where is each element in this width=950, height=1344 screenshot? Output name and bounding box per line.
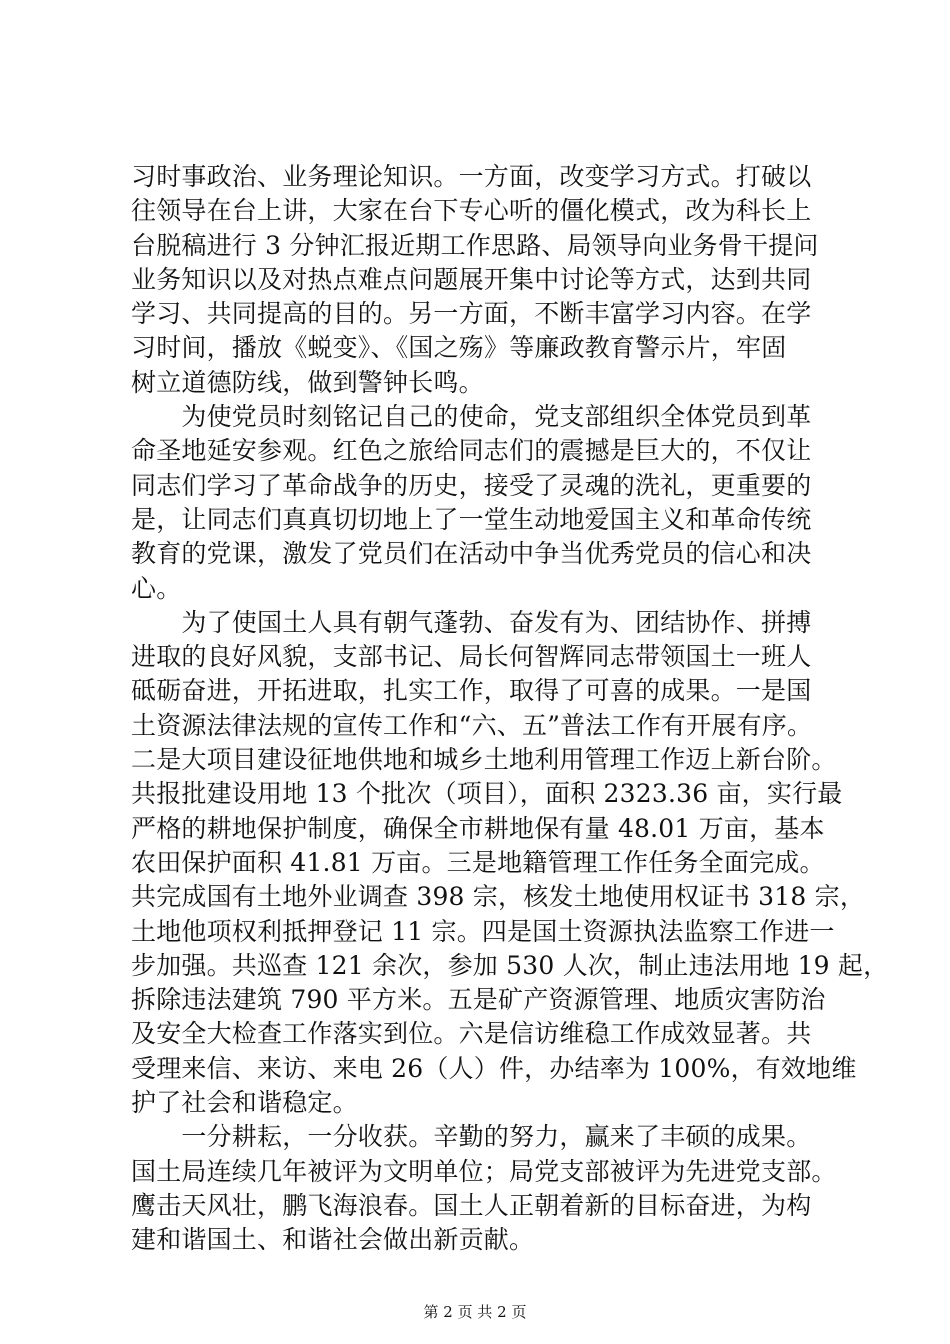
document-body	[131, 160, 889, 1258]
text-line: 及安全大检查工作落实到位。六是信访维稳工作成效显著。共	[131, 1019, 812, 1049]
page-footer	[0, 1302, 950, 1322]
text-line: 心。	[131, 573, 182, 603]
text-line: 学习、共同提高的目的。另一方面，不断丰富学习内容。在学	[131, 299, 812, 329]
text-line: 共完成国有土地外业调查 398 宗，核发土地使用权证书 318 宗，	[131, 882, 866, 912]
text-line: 一分耕耘，一分收获。辛勤的努力，赢来了丰硕的成果。	[131, 1122, 812, 1152]
text-line: 国土局连续几年被评为文明单位；局党支部被评为先进党支部。	[131, 1156, 837, 1186]
text-line: 习时间，播放《蜕变》、《国之殇》等廉政教育警示片，牢固	[131, 333, 787, 363]
text-line: 教育的党课，激发了党员们在活动中争当优秀党员的信心和决	[131, 539, 812, 569]
text-line: 业务知识以及对热点难点问题展开集中讨论等方式，达到共同	[131, 264, 812, 294]
text-line: 土地他项权利抵押登记 11 宗。四是国土资源执法监察工作进一	[131, 916, 835, 946]
text-line: 命圣地延安参观。红色之旅给同志们的震撼是巨大的，不仅让	[131, 436, 812, 466]
text-line: 二是大项目建设征地供地和城乡土地利用管理工作迈上新台阶。	[131, 745, 837, 775]
text-line: 为了使国土人具有朝气蓬勃、奋发有为、团结协作、拼搏	[131, 607, 812, 637]
text-line: 为使党员时刻铭记自己的使命，党支部组织全体党员到革	[131, 402, 812, 432]
text-line: 树立道德防线，做到警钟长鸣。	[131, 367, 484, 397]
text-line: 进取的良好风貌，支部书记、局长何智辉同志带领国土一班人	[131, 642, 812, 672]
text-line: 建和谐国土、和谐社会做出新贡献。	[131, 1225, 535, 1255]
text-line: 砥砺奋进，开拓进取，扎实工作，取得了可喜的成果。一是国	[131, 676, 812, 706]
text-line: 同志们学习了革命战争的历史，接受了灵魂的洗礼，更重要的	[131, 470, 812, 500]
text-line: 习时事政治、业务理论知识。一方面，改变学习方式。打破以	[131, 162, 812, 191]
text-line: 拆除违法建筑 790 平方米。五是矿产资源管理、地质灾害防治	[131, 985, 826, 1015]
text-line: 共报批建设用地 13 个批次（项目），面积 2323.36 亩，实行最	[131, 779, 843, 809]
text-line: 鹰击天风壮，鹏飞海浪春。国土人正朝着新的目标奋进，为构	[131, 1190, 812, 1220]
text-line: 往领导在台上讲，大家在台下专心听的僵化模式，改为科长上	[131, 196, 812, 226]
text-line: 受理来信、来访、来电 26（人）件，办结率为 100%，有效地维	[131, 1053, 857, 1083]
text-line: 是，让同志们真真切切地上了一堂生动地爱国主义和革命传统	[131, 504, 812, 534]
text-line: 严格的耕地保护制度，确保全市耕地保有量 48.01 万亩，基本	[131, 813, 825, 843]
page-number: 第 2 页 共 2 页	[423, 1303, 527, 1321]
text-line: 土资源法律法规的宣传工作和“六、五”普法工作有开展有序。	[131, 710, 813, 740]
text-line: 台脱稿进行 3 分钟汇报近期工作思路、局领导向业务骨干提问	[131, 230, 819, 260]
text-line: 步加强。共巡查 121 余次，参加 530 人次，制止违法用地 19 起，	[131, 950, 889, 980]
text-line: 农田保护面积 41.81 万亩。三是地籍管理工作任务全面完成。	[131, 847, 825, 877]
text-line: 护了社会和谐稳定。	[131, 1088, 358, 1118]
